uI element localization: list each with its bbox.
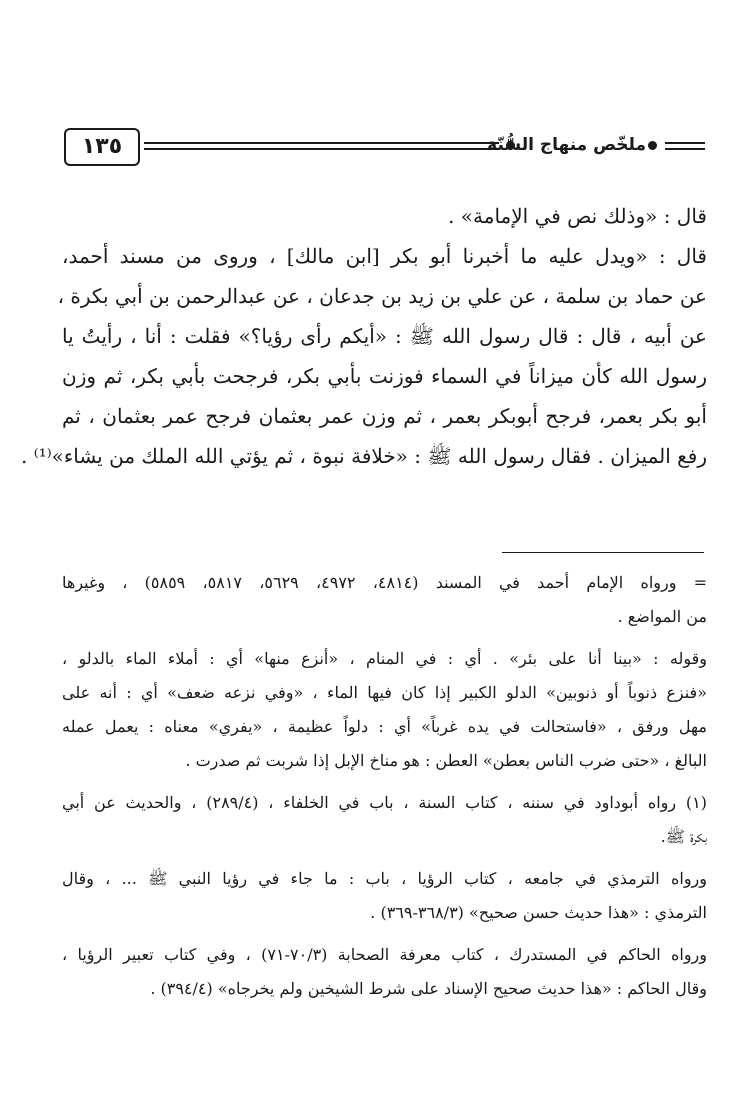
- footnote-line: من المواضع .: [617, 607, 707, 626]
- footnote: [62, 786, 707, 854]
- footnote-line: مهل ورفق ، «فاستحالت في يده غرباً» أي : دلواً عظيمة ، «يفري» معناه : يعمل عمله: [62, 717, 707, 736]
- footnote-line: ورواه الحاكم في المستدرك ، كتاب معرفة الصحابة (٧٠/٣-٧١) ، وفي كتاب تعبير الرؤيا ،: [62, 945, 707, 964]
- footnote-line: «فنزع ذنوباً أو ذنوبين» الدلو الكبير إذا كان فيها الماء ، «وفي نزعه ضعف» أي : أنه على: [62, 683, 707, 702]
- running-title: ملخّص منهاج السُّنّة: [487, 135, 646, 155]
- text-line: عن حماد بن سلمة ، عن علي بن زيد بن جدعان ، عن عبدالرحمن بن أبي بكرة ،: [57, 284, 707, 308]
- header-rule-left-bottom: [144, 148, 499, 150]
- text-line: قال : «وذلك نص في الإمامة» .: [448, 204, 707, 228]
- footnotes: [62, 566, 707, 1014]
- text-line: عن أبيه ، قال : قال رسول الله ﷺ : «أيكم رأى رؤيا؟» فقلت : أنا ، رأيتُ يا: [62, 324, 707, 348]
- text-line: قال : «ويدل عليه ما أخبرنا أبو بكر [ابن مالك] ، وروى من مسند أحمد،: [62, 244, 707, 268]
- footnote-line: الترمذي : «هذا حديث حسن صحيح» (٣٦٨/٣-٣٦٩) .: [370, 903, 707, 922]
- page-number: ١٣٥: [64, 128, 140, 166]
- text-line: رفع الميزان . فقال رسول الله ﷺ : «خلافة نبوة ، ثم يؤتي الله الملك من يشاء»⁽¹⁾ .: [21, 444, 707, 468]
- footnote: [62, 566, 707, 634]
- header-rule-right-top: [665, 142, 705, 144]
- footnote-line: ورواه الترمذي في جامعه ، كتاب الرؤيا ، باب : ما جاء في رؤيا النبي ﷺ ... ، وقال: [62, 869, 707, 888]
- footnote: [62, 862, 707, 930]
- footnote-line: البالغ ، «حتى ضرب الناس بعطن» العطن : هو مناخ الإبل إذا شربت ثم صدرت .: [185, 751, 707, 770]
- footnote-line: بكرة ﷺ.: [660, 827, 707, 846]
- footnote: [62, 938, 707, 1006]
- footnote-line: وقوله : «بينا أنا على بئر» . أي : في المنام ، «أنزع منها» أي : أملاء الماء بالدلو ،: [62, 649, 707, 668]
- header-rule-left-top: [144, 142, 499, 144]
- main-text: [21, 196, 707, 476]
- footnote-line: (١) رواه أبوداود في سننه ، كتاب السنة ، باب في الخلفاء ، (٢٨٩/٤) ، والحديث عن أبي: [62, 793, 707, 812]
- text-line: رسول الله كأن ميزاناً في السماء فوزنت بأبي بكر، فرجحت بأبي بكر، ثم وزن: [62, 364, 707, 388]
- page-header: [60, 128, 710, 168]
- header-rule-right-bottom: [665, 148, 705, 150]
- text-line: أبو بكر بعمر، فرجح أبوبكر بعمر ، ثم وزن عمر بعثمان فرجح عمر بعثمان ، ثم: [62, 404, 707, 428]
- footnote-separator: [502, 552, 704, 553]
- footnote-line: = ورواه الإمام أحمد في المسند (٤٨١٤، ٤٩٧٢، ٥٦٢٩، ٥٨١٧، ٥٨٥٩) ، وغيرها: [62, 573, 708, 592]
- footnote-line: وقال الحاكم : «هذا حديث صحيح الإسناد على شرط الشيخين ولم يخرجاه» (٣٩٤/٤) .: [150, 979, 707, 998]
- header-bullet-icon: [648, 141, 657, 150]
- footnote: [62, 642, 707, 778]
